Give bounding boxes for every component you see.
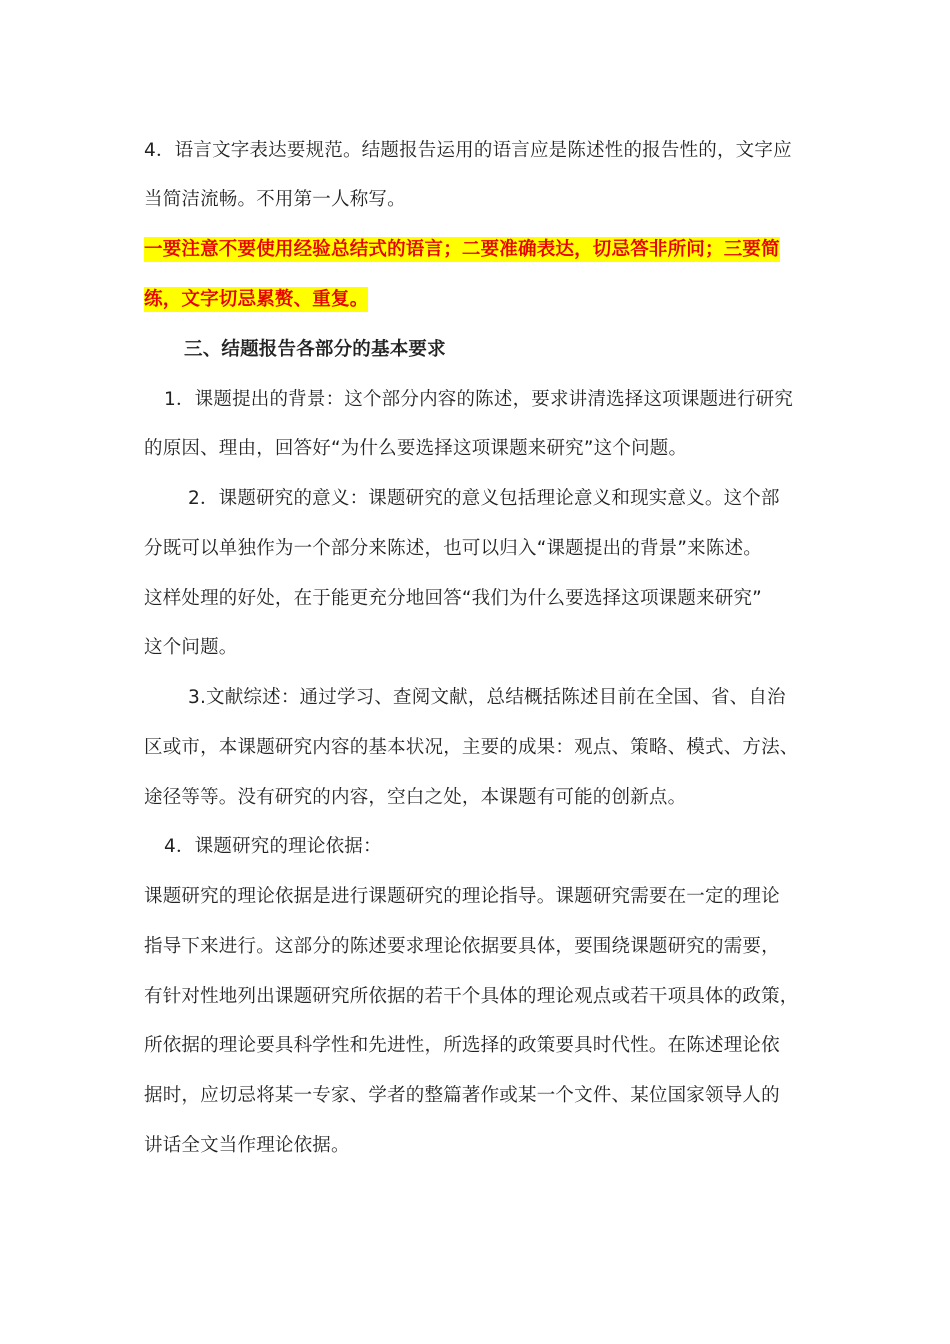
paragraph-line: 分既可以单独作为一个部分来陈述，也可以归入“课题提出的背景”来陈述。 (144, 538, 762, 559)
paragraph-line: 课题研究的理论依据是进行课题研究的理论指导。课题研究需要在一定的理论 (144, 886, 780, 907)
paragraph-line: 的原因、理由，回答好“为什么要选择这项课题来研究”这个问题。 (144, 438, 688, 459)
highlighted-line (144, 286, 368, 314)
paragraph-line: 所依据的理论要具科学性和先进性，所选择的政策要具时代性。在陈述理论依 (144, 1035, 780, 1056)
paragraph-line: 区或市，本课题研究内容的基本状况，主要的成果：观点、策略、模式、方法、 (144, 737, 799, 758)
paragraph-line: 有针对性地列出课题研究所依据的若干个具体的理论观点或若干项具体的政策， (144, 986, 799, 1007)
paragraph-line: 这个问题。 (144, 637, 238, 658)
section-heading: 三、结题报告各部分的基本要求 (184, 339, 446, 360)
paragraph-line: 这样处理的好处，在于能更充分地回答“我们为什么要选择这项课题来研究” (144, 588, 762, 609)
paragraph-line: 2．课题研究的意义：课题研究的意义包括理论意义和现实意义。这个部 (188, 488, 780, 509)
highlighted-text: 练，文字切忌累赘、重复。 (144, 289, 369, 310)
highlighted-line (144, 236, 780, 264)
paragraph-line: 3.文献综述：通过学习、查阅文献，总结概括陈述目前在全国、省、自治 (188, 687, 786, 708)
paragraph-line: 途径等等。没有研究的内容，空白之处，本课题有可能的创新点。 (144, 787, 687, 808)
paragraph-line: 1．课题提出的背景：这个部分内容的陈述，要求讲清选择这项课题进行研究 (164, 389, 794, 410)
paragraph-line: 讲话全文当作理论依据。 (144, 1135, 350, 1156)
paragraph-line: 4．语言文字表达要规范。结题报告运用的语言应是陈述性的报告性的，文字应 (144, 140, 792, 161)
paragraph-line: 4．课题研究的理论依据： (164, 836, 382, 857)
paragraph-line: 当简洁流畅。不用第一人称写。 (144, 189, 406, 210)
paragraph-line: 据时，应切忌将某一专家、学者的整篇著作或某一个文件、某位国家领导人的 (144, 1085, 780, 1106)
paragraph-line: 指导下来进行。这部分的陈述要求理论依据要具体，要围绕课题研究的需要， (144, 936, 780, 957)
highlighted-text: 一要注意不要使用经验总结式的语言；二要准确表达，切忌答非所问；三要简 (144, 239, 780, 260)
